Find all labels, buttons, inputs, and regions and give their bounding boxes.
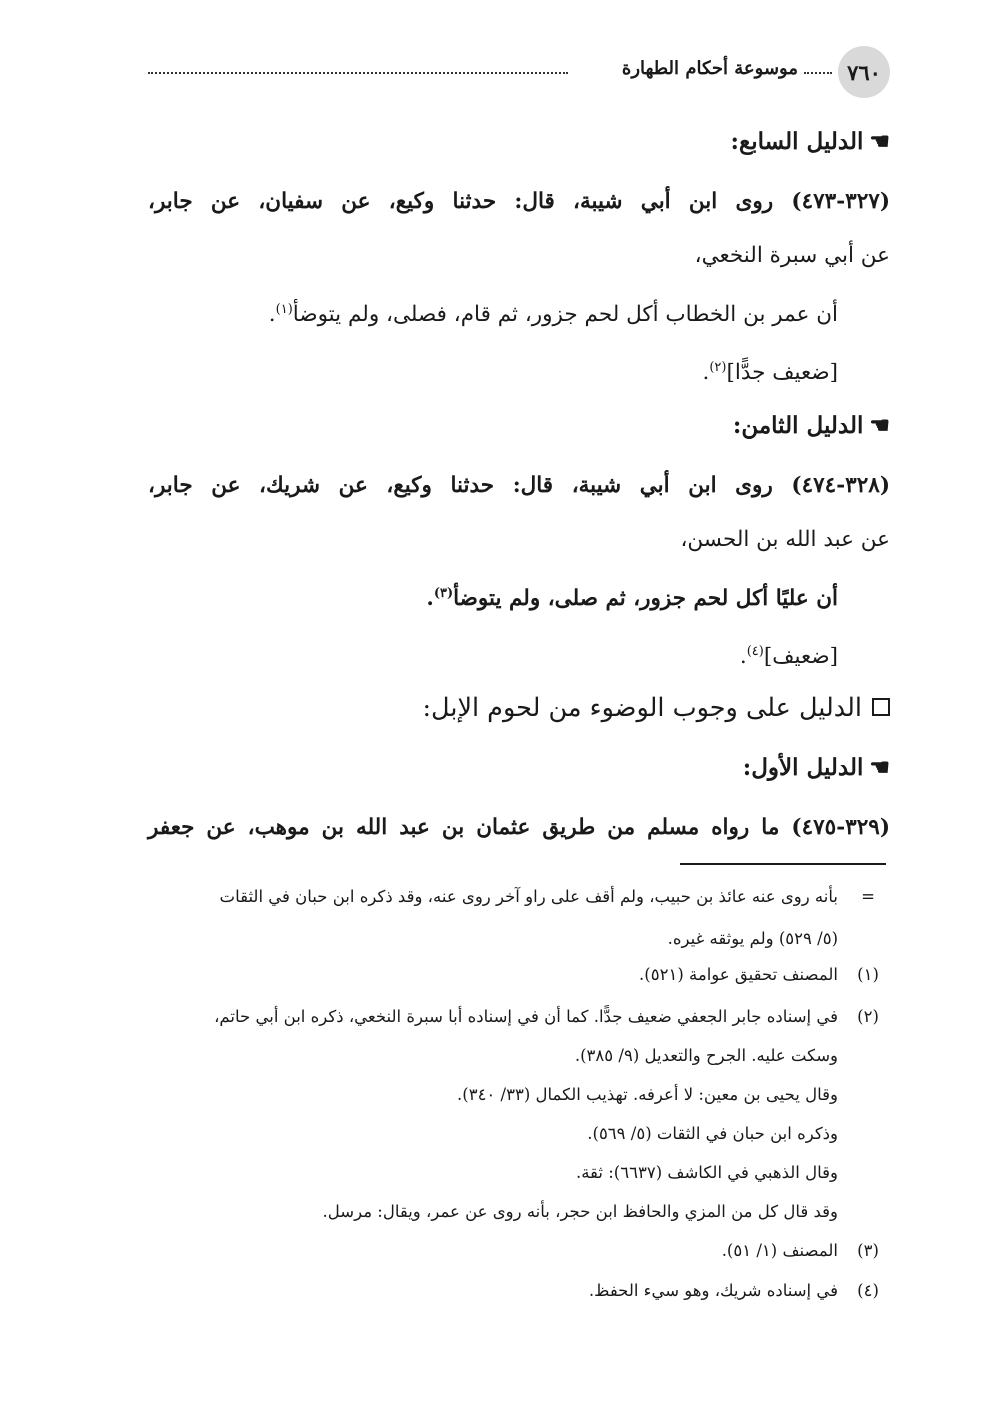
paragraph-line: (٣٢٩-٤٧٥) ما رواه مسلم من طريق عثمان بن عبد الله بن موهب، عن جعفر — [148, 815, 890, 840]
footnote-ref[interactable]: (٣) — [433, 586, 454, 601]
book-title: موسوعة أحكام الطهارة — [621, 58, 798, 79]
footnote-separator — [680, 863, 886, 865]
pointing-hand-icon: ☚ — [869, 128, 890, 155]
square-outline-icon — [872, 698, 890, 716]
footnote-ref[interactable]: (٢) — [709, 360, 727, 375]
heading-eighth: ☚الدليل الثامن: — [148, 410, 890, 442]
paragraph-line: (٣٢٨-٤٧٤) روى ابن أبي شيبة، قال: حدثنا وكيع، عن شريك، عن جابر، — [148, 473, 890, 498]
book-page: ٧٦٠ موسوعة أحكام الطهارة ☚الدليل السابع: (٣٢٧-٤٧٣) روى ابن أبي شيبة، قال: حدثنا وكيع، عن سفيان، عن جابر، عن أبي سبرة النخعي، أن عمر بن الخطاب أكل لحم جزور، ثم قام، فصلى، ولم يتوضأ$^{(١)}$. [ضعيف جدًّا]$^{(٢)}$. ☚الدليل الثامن: (٣٢٨-٤٧٤) روى ابن أبي شيبة، قال: حدثنا وكيع، عن شريك، عن جابر، عن عبد الله بن الحسن، أن عليًا أكل لحم جزور، ثم صلى، ولم يتوضأ$^{(٣)}$. [ضعيف]$^{(٤)}$. الدليل على وجوب الوضوء من لحوم الإبل: ☚الدليل الأول: (٣٢٩-٤٧٥) ما رواه مسلم من طريق عثمان بن عبد الله بن موهب، عن جعفر = بأنه روى عنه عائذ بن حبيب، ولم أقف على راو آخر روى عنه، وقد ذكره ابن حبان في الثقات (٥/ ٥٢٩) ولم يوثقه غيره. (١) المصنف تحقيق عوامة (٥٢١). (٢) في إسناده جابر الجعفي ضعيف جدًّا. كما أن في إسناده أبا سبرة النخعي، ذكره ابن أبي حاتم، وسكت عليه. الجرح والتعديل (٩/ ٣٨٥). وقال يحيى بن معين: لا أعرفه. تهذيب الكمال (٣٣/ ٣٤٠). وذكره ابن حبان في الثقات (٥/ ٥٦٩). وقال الذهبي في الكاشف (٦٦٣٧): ثقة. وقد قال كل من المزي والحافظ ابن حجر، بأنه روى عن عمر، ويقال: مرسل. (٣) المصنف (١/ ٥١). (٤) في إسناده شريك، وهو سيء الحفظ. — [0, 0, 1004, 1417]
paragraph-line: (٣٢٧-٤٧٣) روى ابن أبي شيبة، قال: حدثنا وكيع، عن سفيان، عن جابر، — [148, 189, 890, 214]
heading-first: ☚الدليل الأول: — [148, 752, 890, 784]
footnote-marker: (٢) — [857, 1007, 879, 1026]
footnote-marker: (١) — [857, 965, 879, 984]
footnote-marker: = — [861, 887, 875, 906]
header-dots — [804, 72, 832, 74]
grade-text: [ضعيف جدًّا]$^{(٢)}$. — [702, 360, 838, 386]
footnote-marker: (٤) — [857, 1281, 879, 1300]
footnote-ref[interactable]: (٤) — [746, 644, 764, 659]
footnote-marker: (٣) — [857, 1241, 879, 1260]
hadith-text: أن عليًا أكل لحم جزور، ثم صلى، ولم يتوضأ$^{(٣)}$. — [426, 586, 838, 612]
hadith-text: أن عمر بن الخطاب أكل لحم جزور، ثم قام، فصلى، ولم يتوضأ$^{(١)}$. — [268, 302, 838, 328]
heading-seventh: ☚الدليل السابع: — [148, 126, 890, 158]
page-number: ٧٦٠ — [838, 46, 890, 98]
paragraph-line: عن عبد الله بن الحسن، — [680, 527, 890, 552]
paragraph-line: عن أبي سبرة النخعي، — [694, 243, 890, 268]
section-title: الدليل على وجوب الوضوء من لحوم الإبل: — [148, 692, 890, 724]
footnote-ref[interactable]: (١) — [275, 302, 293, 317]
pointing-hand-icon: ☚ — [869, 412, 890, 439]
pointing-hand-icon: ☚ — [869, 754, 890, 781]
header-dots — [148, 72, 568, 74]
page-header — [148, 46, 890, 98]
grade-text: [ضعيف]$^{(٤)}$. — [739, 644, 838, 670]
